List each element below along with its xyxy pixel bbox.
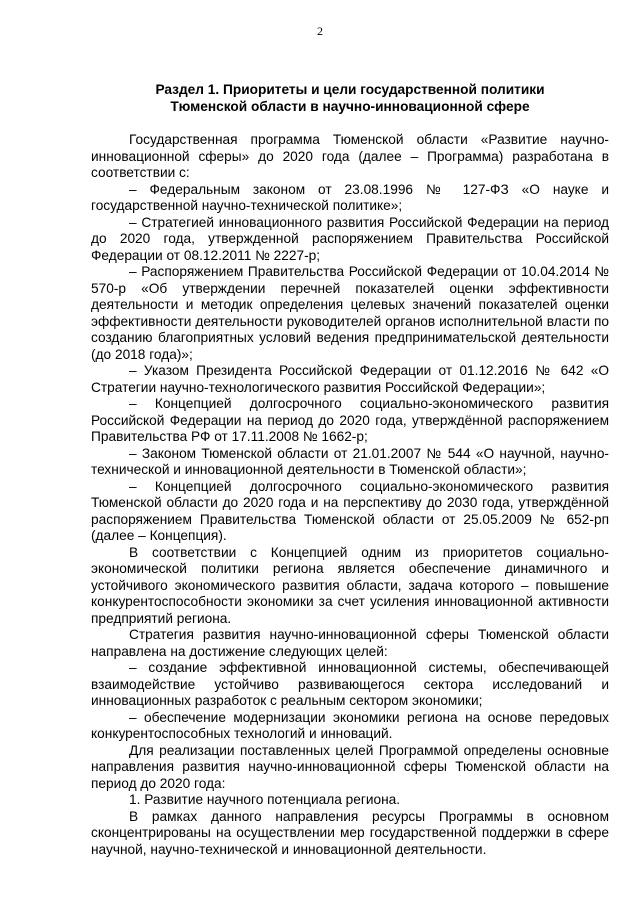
paragraph-strategy-goals: Стратегия развития научно-инновационной сферы Тюменской области направлена на достижение следующих целей: [91,627,609,659]
list-item-government-order: – Распоряжением Правительства Российской Федерации от 10.04.2014 № 570-р «Об утверждении перечней показателей оценки эффективности деятельности и методик определения целевых значений показателей оценки эффективности деятельности руководителей органов исполнительной власти по созданию благоприятных условий ведения предпринимательской деятельности (до 2018 года)»; [91,264,609,362]
list-item-federal-concept: – Концепцией долгосрочного социально-экономического развития Российской Федерации на период до 2020 года, утверждённой распоряжением Правительства РФ от 17.11.2008 № 1662-р; [91,396,609,444]
list-item-innovation-strategy: – Стратегией инновационного развития Российской Федерации на период до 2020 года, утвержденной распоряжением Правительства Российской Федерации от 08.12.2011 № 2227-р; [91,214,609,263]
page-number: 2 [317,24,323,38]
list-item-regional-law: – Законом Тюменской области от 21.01.2007 № 544 «О научной, научно-технической и инновационной деятельности в Тюменской области»; [91,445,609,477]
paragraph-intro: Государственная программа Тюменской области «Развитие научно-инновационной сферы» до 2020 года (далее – Программа) разработана в соответствии с: [91,132,609,180]
section-heading [91,82,609,115]
list-item-goal-innovation-system: – создание эффективной инновационной системы, обеспечивающей взаимодействие устойчиво развивающегося сектора исследований и инновационных разработок с реальным сектором экономики; [91,660,609,708]
list-item-goal-modernization: – обеспечение модернизации экономики региона на основе передовых конкурентоспособных технологий и инноваций. [91,709,609,741]
paragraph-direction-1-resources: В рамках данного направления ресурсы Программы в основном сконцентрированы на осуществлении мер государственной поддержки в сфере научной, научно-технической и инновационной деятельности. [91,808,609,857]
paragraph-priorities: В соответствии с Концепцией одним из приоритетов социально-экономической политики региона является обеспечение динамичного и устойчивого экономического развития области, задача которого – повышение конкурентоспособности экономики за счет усиления инновационной активности предприятий региона. [91,544,609,626]
list-item-federal-law: – Федеральным законом от 23.08.1996 № 127-ФЗ «О науке и государственной научно-технической политике»; [91,181,609,213]
section-heading-line-1: Раздел 1. Приоритеты и цели государственной политики [155,82,545,97]
paragraph-direction-1: 1. Развитие научного потенциала региона. [129,792,401,807]
list-item-regional-concept: – Концепцией долгосрочного социально-экономического развития Тюменской области до 2020 года и на перспективу до 2030 года, утверждённой распоряжением Правительства Тюменской области от 25.05.2009 № 652-рп (далее – Концепция). [91,478,609,543]
list-item-presidential-decree: – Указом Президента Российской Федерации от 01.12.2016 № 642 «О Стратегии научно-технологического развития Российской Федерации»; [91,363,609,395]
paragraph-directions: Для реализации поставленных целей Программой определены основные направления развития научно-инновационной сферы Тюменской области на период до 2020 года: [91,742,609,791]
document-body [91,82,609,858]
section-heading-line-2: Тюменской области в научно-инновационной сфере [170,98,530,114]
